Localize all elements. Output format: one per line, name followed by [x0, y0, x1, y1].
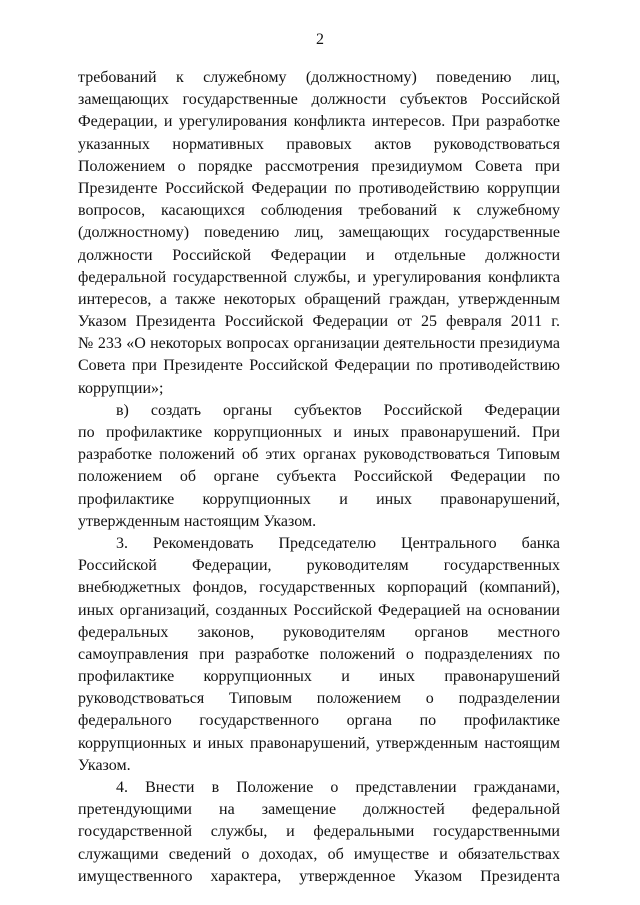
- body-text: [78, 67, 560, 888]
- text-line: в) создать органы субъектов Российской Федерации: [116, 401, 560, 419]
- text-line: профилактике коррупционных и иных правонарушений: [78, 668, 560, 686]
- text-line: Положением о порядке рассмотрения президиумом Совета при: [78, 157, 560, 175]
- text-line: (должностному) поведению лиц, замещающих государственные: [78, 224, 560, 242]
- text-line: руководствоваться Типовым положением о подразделении: [78, 690, 560, 708]
- text-line: профилактике коррупционных и иных правонарушений,: [78, 490, 560, 508]
- text-line: должности Российской Федерации и отдельные должности: [78, 246, 560, 264]
- page-number: 2: [316, 31, 324, 48]
- text-line: положением об органе субъекта Российской Федерации по: [78, 468, 560, 486]
- text-line: служащими сведений о доходах, об имуществе и обязательствах: [78, 845, 560, 863]
- text-line: вопросов, касающихся соблюдения требований к служебному: [78, 202, 560, 220]
- text-line: Указом Президента Российской Федерации от 25 февраля 2011 г.: [78, 313, 560, 331]
- text-line: федеральных законов, руководителям органов местного: [78, 623, 560, 641]
- text-line: Федерации, и урегулирования конфликта интересов. При разработке: [78, 113, 560, 131]
- text-line: по профилактике коррупционных и иных правонарушений. При: [78, 424, 560, 441]
- text-line: требований к служебному (должностному) поведению лиц,: [78, 69, 560, 86]
- text-line: федеральной государственной службы, и урегулирования конфликта: [78, 268, 560, 286]
- text-line: интересов, а также некоторых обращений граждан, утвержденным: [78, 290, 560, 308]
- text-line: замещающих государственные должности субъектов Российской: [78, 91, 560, 109]
- text-line: № 233 «О некоторых вопросах организации деятельности президиума: [78, 335, 560, 353]
- text-line: Российской Федерации, руководителям государственных: [78, 557, 560, 575]
- text-line: самоуправления при разработке положений о подразделениях по: [78, 645, 560, 663]
- text-line: имущественного характера, утвержденное Указом Президента: [78, 867, 560, 885]
- text-line: претендующими на замещение должностей федеральной: [78, 801, 560, 819]
- text-line: утвержденным настоящим Указом.: [78, 512, 317, 530]
- text-line: Совета при Президенте Российской Федерации по противодействию: [78, 357, 560, 375]
- text-line: коррупции»;: [78, 379, 164, 397]
- text-line: федерального государственного органа по профилактике: [78, 712, 560, 730]
- text-line: внебюджетных фондов, государственных корпораций (компаний),: [78, 579, 560, 597]
- text-line: иных организаций, созданных Российской Федерацией на основании: [78, 601, 560, 619]
- text-line: Президенте Российской Федерации по противодействию коррупции: [78, 179, 560, 197]
- text-line: Указом.: [78, 756, 131, 774]
- text-line: государственной службы, и федеральными государственными: [78, 823, 560, 841]
- text-line: указанных нормативных правовых актов руководствоваться: [78, 135, 560, 153]
- text-line: разработке положений об этих органах руководствоваться Типовым: [78, 446, 560, 464]
- text-line: 3. Рекомендовать Председателю Центрального банка: [116, 534, 560, 552]
- text-line: 4. Внести в Положение о представлении гражданами,: [116, 779, 560, 796]
- text-line: коррупционных и иных правонарушений, утвержденным настоящим: [78, 734, 560, 752]
